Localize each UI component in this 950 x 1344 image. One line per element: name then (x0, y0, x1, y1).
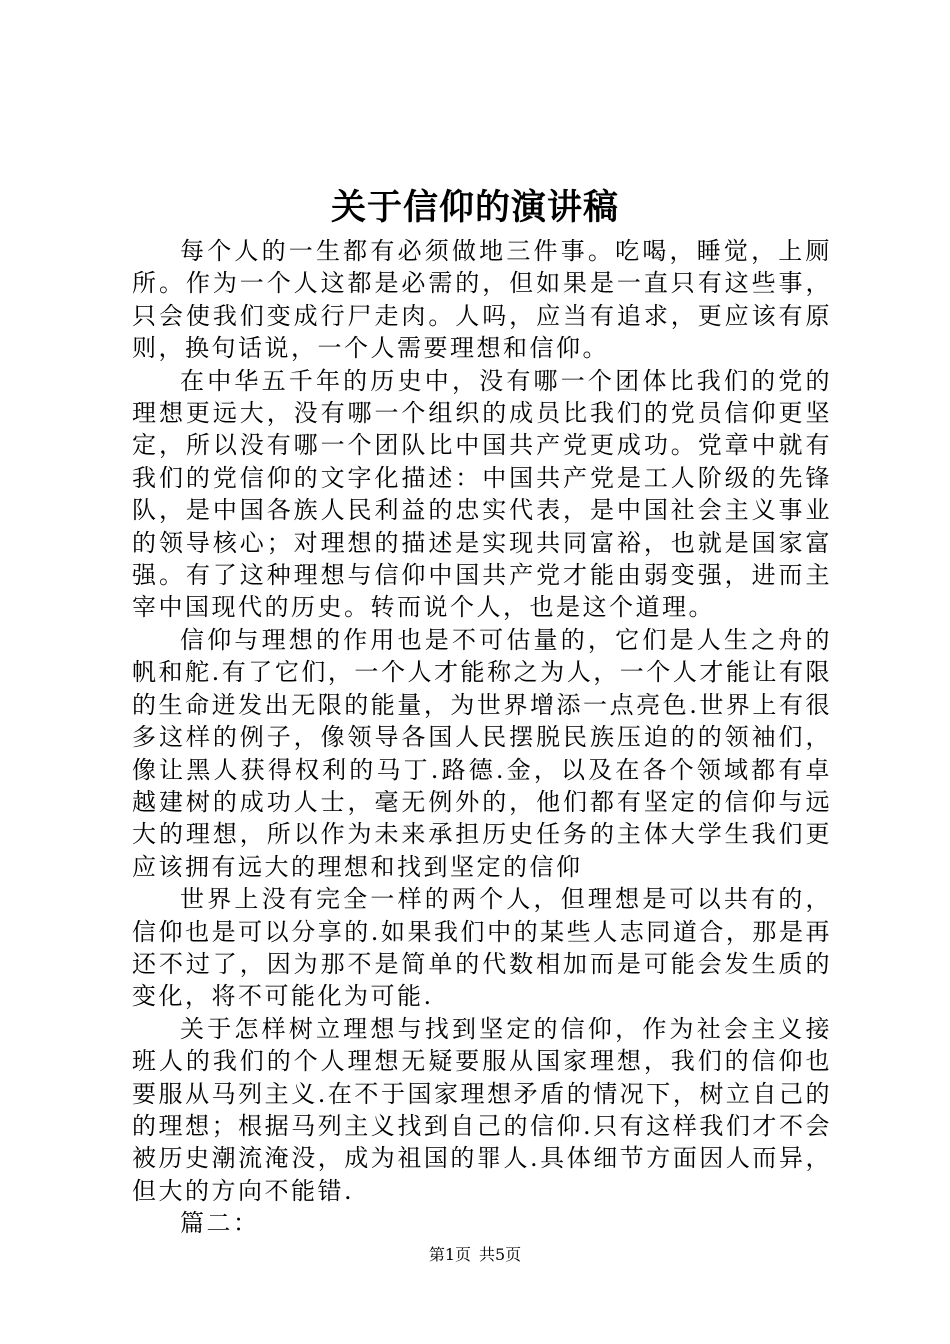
paragraph-3: 信仰与理想的作用也是不可估量的，它们是人生之舟的帆和舵.有了它们，一个人才能称之为人，一个人才能让有限的生命迸发出无限的能量，为世界增添一点亮色.世界上有很多这样的例子，像领导各国人民摆脱民族压迫的的领袖们，像让黑人获得权利的马丁.路德.金，以及在各个领域都有卓越建树的成功人士，毫无例外的，他们都有坚定的信仰与远大的理想，所以作为未来承担历史任务的主体大学生我们更应该拥有远大的理想和找到坚定的信仰 (132, 625, 832, 881)
paragraph-4: 世界上没有完全一样的两个人，但理想是可以共有的，信仰也是可以分享的.如果我们中的某些人志同道合，那是再还不过了，因为那不是简单的代数相加而是可能会发生质的变化，将不可能化为可能. (132, 885, 832, 1011)
page-count: 共5页 (479, 1245, 522, 1264)
document-title: 关于信仰的演讲稿 (330, 187, 619, 228)
section-heading-part-two: 篇二： (180, 1209, 260, 1238)
paragraph-5: 关于怎样树立理想与找到坚定的信仰，作为社会主义接班人的我们的个人理想无疑要服从国家理想，我们的信仰也要服从马列主义.在不于国家理想矛盾的情况下，树立自己的的理想；根据马列主义找到自己的信仰.只有这样我们才不会被历史潮流淹没，成为祖国的罪人.具体细节方面因人而异，但大的方向不能错. (132, 1014, 832, 1205)
page-number: 第1页 (428, 1245, 471, 1264)
paragraph-2: 在中华五千年的历史中，没有哪一个团体比我们的党的理想更远大，没有哪一个组织的成员比我们的党员信仰更坚定，所以没有哪一个团队比中国共产党更成功。党章中就有我们的党信仰的文字化描述：中国共产党是工人阶级的先锋队，是中国各族人民利益的忠实代表，是中国社会主义事业的领导核心；对理想的描述是实现共同富裕，也就是国家富强。有了这种理想与信仰中国共产党才能由弱变强，进而主宰中国现代的历史。转而说个人，也是这个道理。 (132, 366, 832, 622)
paragraph-1: 每个人的一生都有必须做地三件事。吃喝，睡觉，上厕所。作为一个人这都是必需的，但如果是一直只有这些事，只会使我们变成行尸走肉。人吗，应当有追求，更应该有原则，换句话说，一个人需要理想和信仰。 (132, 237, 832, 363)
page-footer (0, 1244, 950, 1266)
document-body (132, 235, 832, 1240)
